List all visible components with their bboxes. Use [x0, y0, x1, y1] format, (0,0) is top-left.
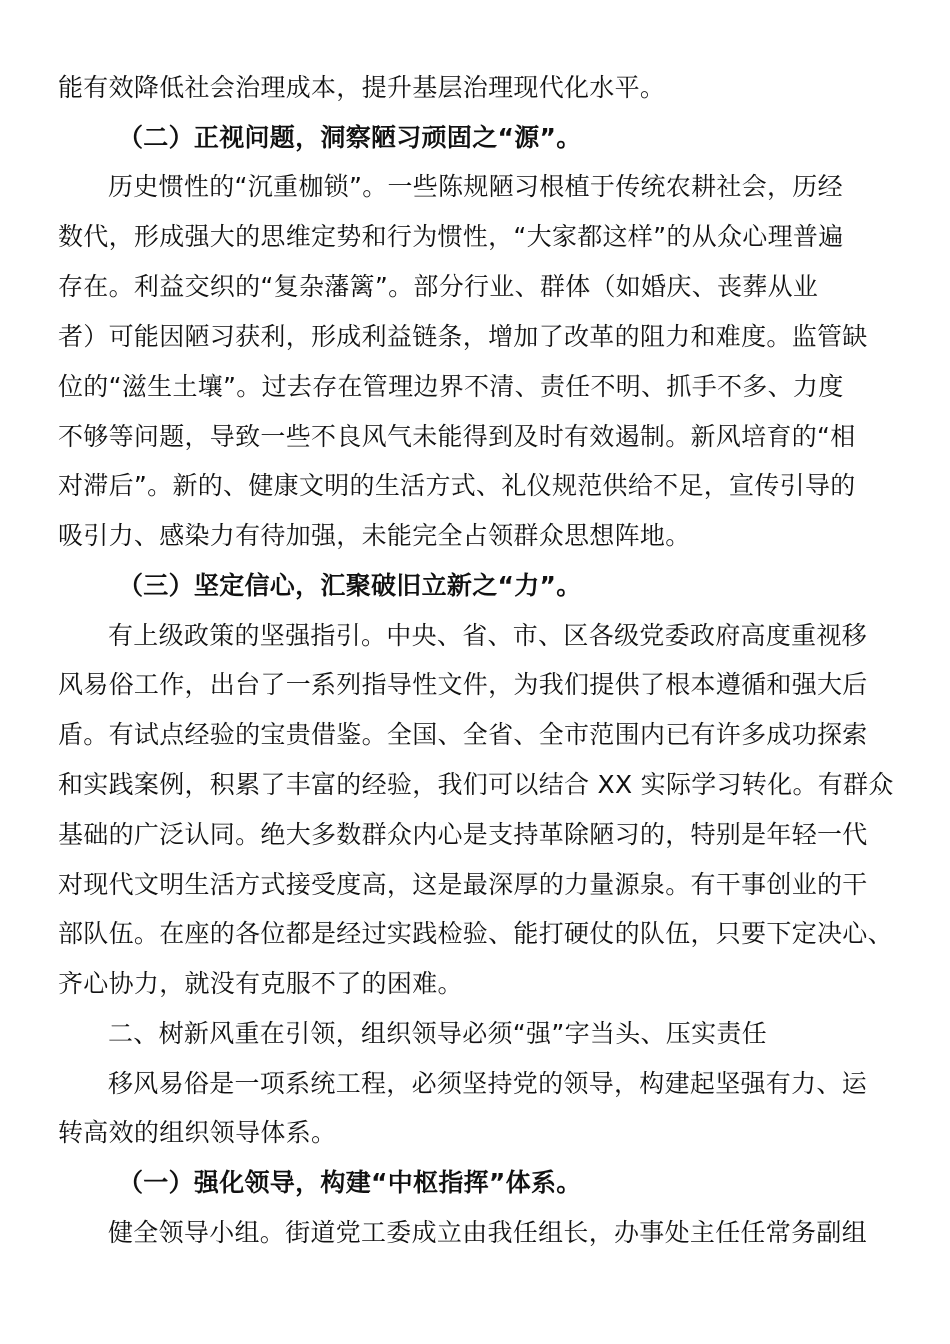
paragraph-line: 者）可能因陋习获利，形成利益链条，增加了改革的阻力和难度。监管缺	[58, 322, 868, 351]
paragraph-line: 部队伍。在座的各位都是经过实践检验、能打硬仗的队伍，只要下定决心、	[58, 919, 893, 948]
paragraph-line: 不够等问题，导致一些不良风气未能得到及时有效遏制。新风培育的“相	[58, 422, 856, 451]
paragraph-line: 数代，形成强大的思维定势和行为惯性，“大家都这样”的从众心理普遍	[58, 222, 844, 251]
section-heading: （三）坚定信心，汇聚破旧立新之“力”。	[118, 571, 582, 600]
paragraph-line: 风易俗工作，出台了一系列指导性文件，为我们提供了根本遵循和强大后	[58, 670, 868, 699]
paragraph-line: 历史惯性的“沉重枷锁”。一些陈规陋习根植于传统农耕社会，历经	[108, 172, 843, 201]
paragraph-line: 对现代文明生活方式接受度高，这是最深厚的力量源泉。有干事创业的干	[58, 870, 868, 899]
section-heading: （一）强化领导，构建“中枢指挥”体系。	[118, 1168, 582, 1197]
paragraph-line: 位的“滋生土壤”。过去存在管理边界不清、责任不明、抓手不多、力度	[58, 372, 844, 401]
paragraph-line: 有上级政策的坚强指引。中央、省、市、区各级党委政府高度重视移	[108, 621, 868, 650]
paragraph-line: 和实践案例，积累了丰富的经验，我们可以结合 XX 实际学习转化。有群众	[58, 770, 894, 799]
paragraph-line: 吸引力、感染力有待加强，未能完全占领群众思想阵地。	[58, 521, 691, 550]
paragraph-line: 能有效降低社会治理成本，提升基层治理现代化水平。	[58, 73, 666, 102]
paragraph-line: 盾。有试点经验的宝贵借鉴。全国、全省、全市范围内已有许多成功探索	[58, 720, 868, 749]
chapter-heading: 二、树新风重在引领，组织领导必须“强”字当头、压实责任	[108, 1019, 768, 1048]
paragraph-line: 健全领导小组。街道党工委成立由我任组长，办事处主任任常务副组	[108, 1218, 868, 1247]
paragraph-line: 转高效的组织领导体系。	[58, 1118, 337, 1147]
paragraph-line: 对滞后”。新的、健康文明的生活方式、礼仪规范供给不足，宣传引导的	[58, 471, 856, 500]
paragraph-line: 存在。利益交织的“复杂藩篱”。部分行业、群体（如婚庆、丧葬从业	[58, 272, 819, 301]
section-heading: （二）正视问题，洞察陋习顽固之“源”。	[118, 123, 582, 152]
paragraph-line: 基础的广泛认同。绝大多数群众内心是支持革除陋习的，特别是年轻一代	[58, 820, 868, 849]
paragraph-line: 齐心协力，就没有克服不了的困难。	[58, 969, 463, 998]
paragraph-line: 移风易俗是一项系统工程，必须坚持党的领导，构建起坚强有力、运	[108, 1069, 868, 1098]
